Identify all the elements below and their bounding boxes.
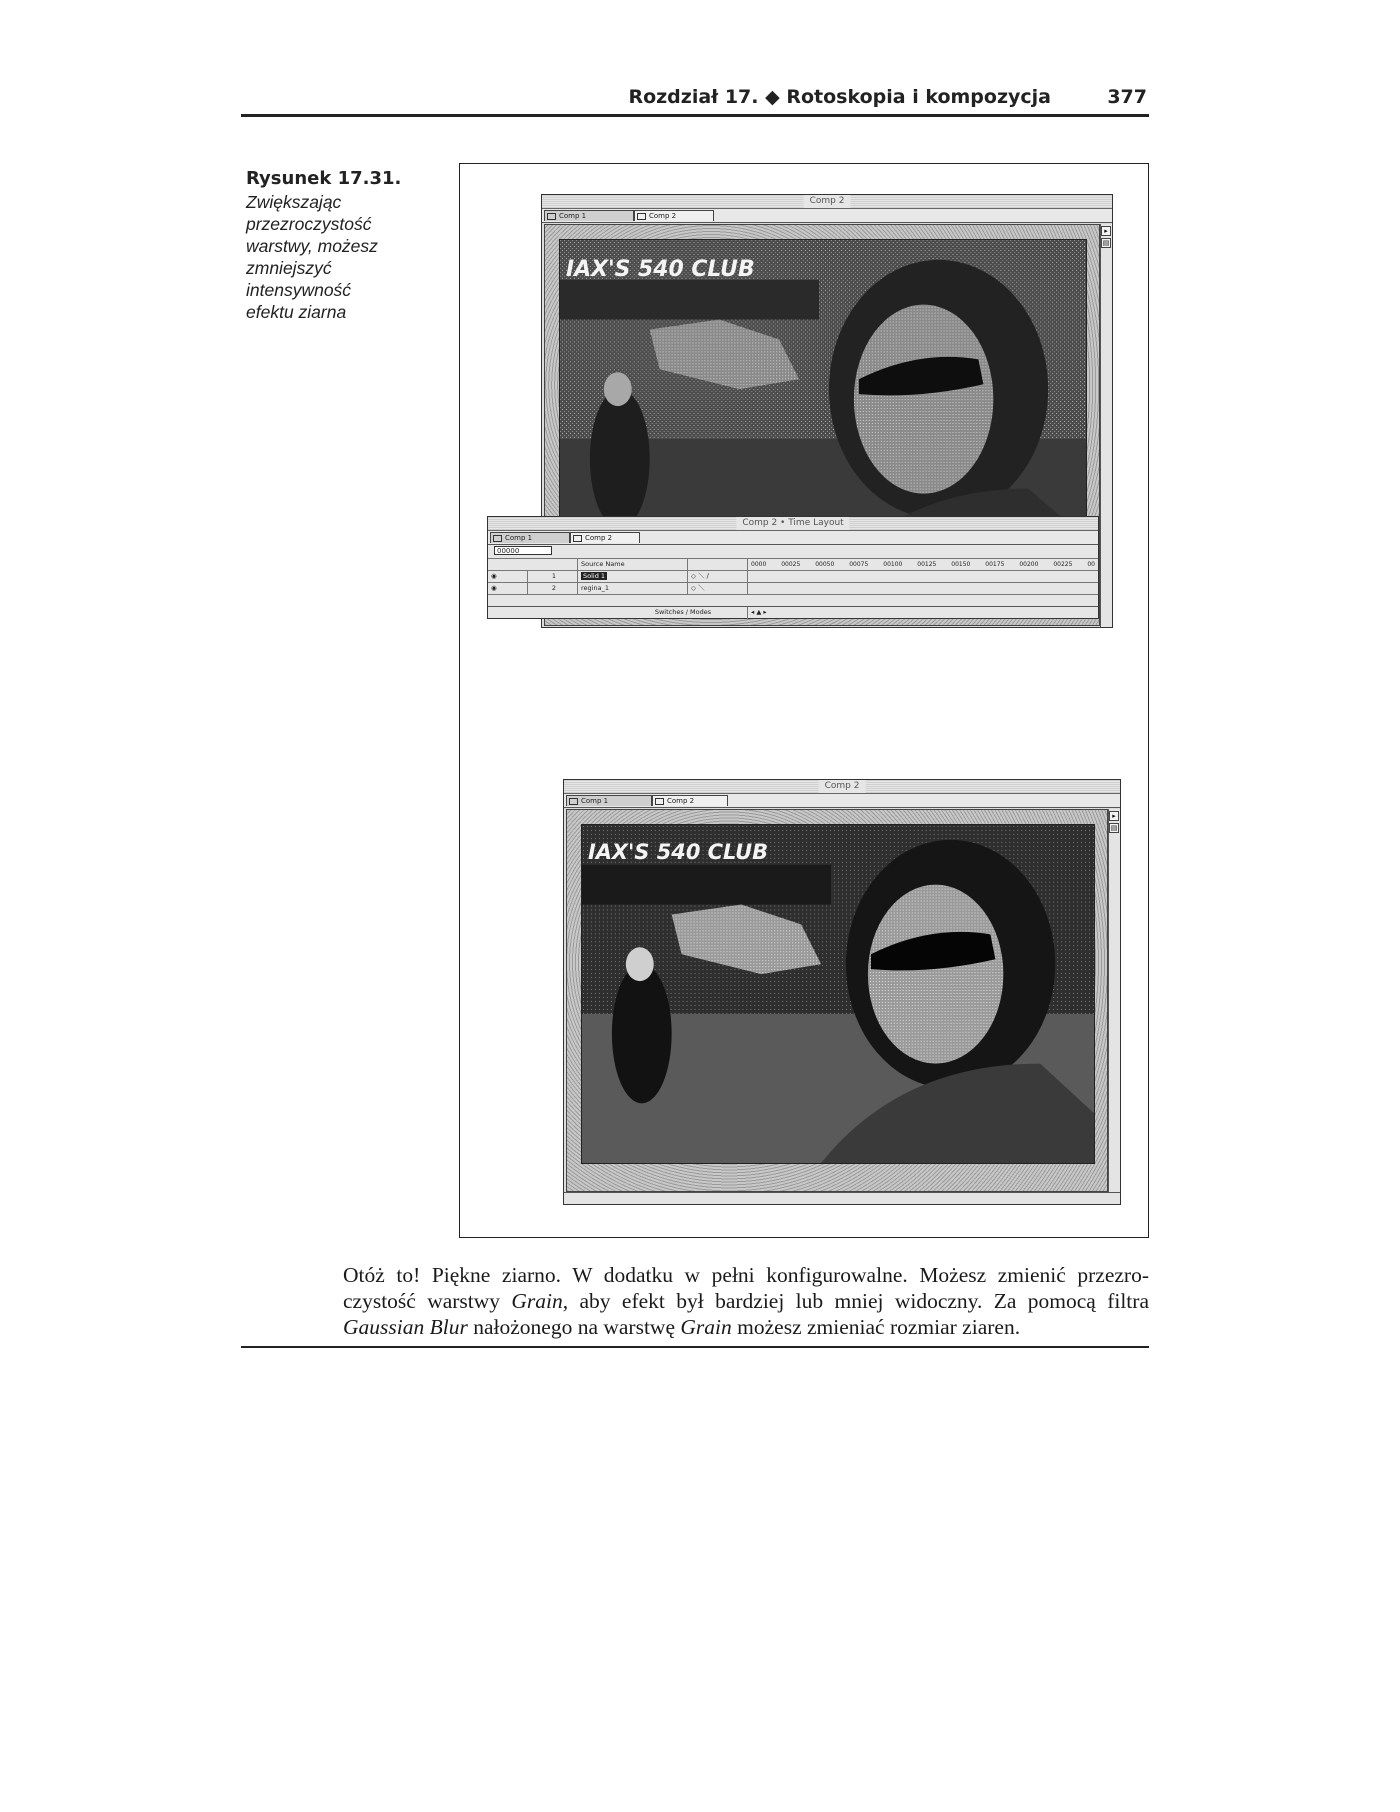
tab-row — [564, 794, 1120, 808]
sign-text: IAX'S 540 CLUB — [565, 256, 755, 282]
tab-label: Comp 2 — [667, 797, 695, 805]
layer-row[interactable] — [488, 571, 1098, 583]
tab-comp-2[interactable] — [570, 532, 640, 543]
body-line — [343, 1314, 1149, 1340]
title-bar[interactable] — [564, 780, 1120, 794]
caption-line: Zwiększając — [246, 192, 342, 212]
footer-rule — [241, 1346, 1149, 1348]
vertical-scrollbar[interactable] — [1100, 224, 1112, 627]
title-bar[interactable] — [488, 517, 1098, 531]
page-header — [241, 86, 1149, 116]
emphasis-grain: Grain — [680, 1315, 732, 1339]
window-title: Comp 2 — [804, 195, 851, 208]
comp-icon — [547, 213, 556, 220]
tab-comp-2[interactable] — [652, 795, 728, 806]
caption-line: warstwy, możesz — [246, 236, 378, 256]
tab-comp-1[interactable] — [566, 795, 652, 806]
layer-name-label: regina_1 — [581, 584, 609, 592]
body-paragraph — [343, 1262, 1149, 1340]
comp-icon — [573, 535, 582, 542]
switches-header — [488, 559, 578, 570]
tab-comp-1[interactable] — [544, 210, 634, 221]
layer-name[interactable] — [578, 571, 688, 582]
layer-duration-bar[interactable] — [748, 571, 1098, 582]
switches-modes-toggle[interactable]: Switches / Modes — [616, 607, 748, 619]
tab-label: Comp 1 — [559, 212, 587, 220]
body-text-run: , aby efekt był bardziej lub mniej widoczny. Za pomocą filtra — [562, 1289, 1149, 1313]
zoom-slider[interactable]: ◂ ▲ ▸ — [751, 608, 767, 616]
title-bar[interactable] — [542, 195, 1112, 209]
ruler-ticks — [748, 559, 1098, 570]
time-layout-window — [487, 516, 1099, 619]
layer-name-label: Solid 1 — [583, 572, 606, 580]
body-text-run: czystość warstwy — [343, 1289, 512, 1313]
body-text-run: Otóż to! Piękne ziarno. W dodatku w pełni konfigurowalne. Możesz zmienić przezro- — [343, 1263, 1149, 1287]
ruler-tick: 00 — [1087, 561, 1095, 568]
tab-row — [488, 531, 1098, 545]
ruler-tick: 00025 — [781, 561, 801, 568]
ruler-tick: 00200 — [1019, 561, 1039, 568]
ruler-tick: 00150 — [951, 561, 971, 568]
chapter-title: Rozdział 17. ◆ Rotoskopia i kompozycja — [628, 86, 1051, 108]
comp-icon — [493, 535, 502, 542]
layer-modes[interactable]: ◇ ＼ ∕ — [688, 571, 748, 582]
caption-line: zmniejszyć — [246, 258, 332, 278]
body-text-run: nałożonego na warstwę — [467, 1315, 681, 1339]
body-text-run: możesz zmieniać rozmiar ziaren. — [731, 1315, 1021, 1339]
empty-row — [488, 595, 1098, 607]
sign-text: IAX'S 540 CLUB — [587, 839, 769, 864]
ruler-tick: 00075 — [849, 561, 869, 568]
emphasis-grain: Grain — [511, 1289, 563, 1313]
comp-icon — [655, 798, 664, 805]
tab-label: Comp 2 — [585, 534, 613, 542]
header-rule — [241, 114, 1149, 117]
composition-canvas[interactable] — [566, 809, 1108, 1192]
caption-line: przezroczystość — [246, 214, 372, 234]
scroll-arrow-icon[interactable]: ▸ — [1101, 226, 1111, 236]
vertical-scrollbar[interactable] — [1108, 809, 1120, 1193]
layer-number: 1 — [528, 571, 578, 582]
comp-icon — [637, 213, 646, 220]
layer-name[interactable] — [578, 583, 688, 594]
figure-caption — [246, 168, 416, 323]
timecode-field[interactable]: 00000 — [494, 546, 552, 555]
tab-comp-1[interactable] — [490, 532, 570, 543]
figure-label: Rysunek 17.31. — [246, 168, 402, 189]
window-title: Comp 2 — [819, 780, 866, 793]
tab-label: Comp 1 — [581, 797, 609, 805]
tab-comp-2[interactable] — [634, 210, 714, 221]
grid-icon[interactable]: ▤ — [1110, 824, 1118, 832]
layer-row[interactable] — [488, 583, 1098, 595]
layer-switches[interactable]: ◉ — [488, 571, 528, 582]
scroll-arrow-icon[interactable]: ▸ — [1109, 811, 1119, 821]
horizontal-scrollbar[interactable] — [564, 1192, 1120, 1204]
tab-row — [542, 209, 1112, 223]
timecode-row — [488, 544, 1098, 559]
layer-duration-bar[interactable] — [748, 583, 1098, 594]
photo-illustration — [582, 825, 1094, 1163]
emphasis-gaussian-blur: Gaussian Blur — [343, 1315, 468, 1339]
bottom-comp-window — [563, 779, 1121, 1205]
column-header-row — [488, 559, 1098, 571]
layer-switches[interactable]: ◉ — [488, 583, 528, 594]
caption-line: intensywność — [246, 280, 352, 300]
grid-icon[interactable]: ▤ — [1102, 239, 1110, 247]
ruler-tick: 0000 — [751, 561, 767, 568]
figure-frame — [459, 163, 1149, 1238]
time-ruler[interactable] — [748, 559, 1098, 570]
window-title: Comp 2 • Time Layout — [736, 517, 849, 530]
source-name-header[interactable]: Source Name — [578, 559, 688, 570]
page-number: 377 — [1107, 86, 1147, 108]
ruler-tick: 00175 — [985, 561, 1005, 568]
tab-label: Comp 2 — [649, 212, 677, 220]
caption-line: efektu ziarna — [246, 302, 347, 322]
ruler-tick: 00050 — [815, 561, 835, 568]
ruler-tick: 00125 — [917, 561, 937, 568]
body-line — [343, 1288, 1149, 1314]
ruler-tick: 00225 — [1053, 561, 1073, 568]
layer-modes[interactable]: ◇ ＼ — [688, 583, 748, 594]
composition-image — [581, 824, 1095, 1164]
caption-text — [246, 191, 416, 323]
ruler-tick: 00100 — [883, 561, 903, 568]
tab-label: Comp 1 — [505, 534, 533, 542]
body-line — [343, 1262, 1149, 1288]
comp-icon — [569, 798, 578, 805]
modes-header — [688, 559, 748, 570]
layer-number: 2 — [528, 583, 578, 594]
footer-row — [488, 607, 1098, 619]
